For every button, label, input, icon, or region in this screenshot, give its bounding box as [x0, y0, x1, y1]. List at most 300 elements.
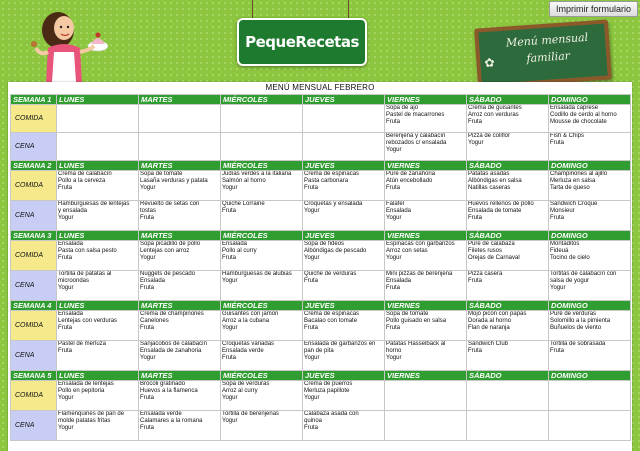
week-label: SEMANA 4 [11, 301, 57, 311]
week-header-row [11, 371, 631, 381]
comida-label: COMIDA [11, 171, 57, 201]
dish-line: Fruta [468, 278, 483, 284]
menu-cell [303, 133, 385, 161]
dish-line: tostas [140, 208, 157, 214]
menu-cell [467, 105, 549, 133]
dish-line: Fruta [222, 255, 237, 261]
week-header-row [11, 161, 631, 171]
cena-label: CENA [11, 271, 57, 301]
dish-line: Yogur [140, 255, 156, 261]
comida-row [11, 381, 631, 411]
menu-cell [385, 271, 467, 301]
menu-title: MENÚ MENSUAL FEBRERO [265, 83, 375, 92]
dish-line: Bacalao con tomate [304, 318, 358, 324]
dish-line: Arroz con verduras [468, 112, 519, 118]
menu-cell [139, 105, 221, 133]
menu-cell [549, 411, 631, 441]
dish-line: Ensalada verde [222, 348, 264, 354]
cena-row [11, 133, 631, 161]
dish-line: Revuelto de setas con [140, 201, 200, 207]
menu-cell [467, 411, 549, 441]
dish-line: Croquetas variadas [222, 341, 275, 347]
week-label: SEMANA 5 [11, 371, 57, 381]
dish-line: Hamburguesas de lentejas [58, 201, 130, 207]
dish-line: Fruta [386, 285, 401, 291]
dish-line: Yogur [58, 395, 74, 401]
dish-line: Fruta [140, 285, 155, 291]
day-header: LUNES [57, 95, 139, 105]
dish-line: Judías verdes a la italiana [222, 171, 292, 177]
dish-line: Yogur [386, 255, 402, 261]
chef-illustration [18, 0, 128, 82]
dish-line: Albóndigas en salsa [468, 178, 522, 184]
day-header: SÁBADO [467, 231, 549, 241]
menu-cell [385, 105, 467, 133]
dish-line: Guisantes con jamón [222, 311, 279, 317]
dish-line: Albóndigas de pescado [304, 248, 367, 254]
chalkboard-sign [474, 19, 612, 88]
week-header-row [11, 95, 631, 105]
comida-label: COMIDA [11, 381, 57, 411]
day-header: SÁBADO [467, 371, 549, 381]
menu-cell [57, 311, 139, 341]
day-header: VIERNES [385, 231, 467, 241]
menu-cell [303, 241, 385, 271]
day-header: DOMINGO [549, 95, 631, 105]
day-header: MARTES [139, 301, 221, 311]
dish-line: Yogur [222, 418, 238, 424]
dish-line: Pollo en pepitoria [58, 388, 105, 394]
dish-line: Sopa de tomate [140, 171, 183, 177]
dish-line: Ensalada [140, 278, 166, 284]
dish-line: horno [386, 348, 402, 354]
dish-line: Mini pizzas de berenjena [386, 271, 453, 277]
dish-line: Merluza papillote [304, 388, 350, 394]
cena-label: CENA [11, 341, 57, 371]
day-header: VIERNES [385, 161, 467, 171]
menu-cell [549, 201, 631, 231]
dish-line: Croquetas y ensalada [304, 201, 363, 207]
day-header: LUNES [57, 161, 139, 171]
menu-cell [221, 105, 303, 133]
dish-line: Ensalada [58, 241, 84, 247]
dish-line: molde patatas fritas [58, 418, 111, 424]
menu-cell [57, 411, 139, 441]
menu-cell [467, 311, 549, 341]
dish-line: Sopa de ajo [386, 105, 419, 111]
dish-line: Puré de calabaza [468, 241, 515, 247]
dish-line: Yogur [140, 185, 156, 191]
dish-line: Tarta de queso [550, 185, 590, 191]
dish-line: Canelones [140, 318, 169, 324]
day-header: JUEVES [303, 231, 385, 241]
menu-cell [139, 381, 221, 411]
menu-cell [467, 241, 549, 271]
comida-row [11, 171, 631, 201]
menu-cell [385, 381, 467, 411]
dish-line: Yogur [58, 285, 74, 291]
dish-line: Fruta [58, 185, 73, 191]
menu-cell [467, 381, 549, 411]
day-header: JUEVES [303, 301, 385, 311]
dish-line: Yogur [222, 325, 238, 331]
day-header: MARTES [139, 161, 221, 171]
menu-cell [139, 411, 221, 441]
menu-cell [139, 241, 221, 271]
dish-line: Yogur [550, 285, 566, 291]
dish-line: Calabaza asada con [304, 411, 359, 417]
dish-line: Fruta [58, 325, 73, 331]
day-header: SÁBADO [467, 161, 549, 171]
day-header: MIÉRCOLES [221, 95, 303, 105]
dish-line: Sopa de fideos [304, 241, 345, 247]
dish-line: y ensalada [58, 208, 88, 214]
day-header: JUEVES [303, 95, 385, 105]
menu-cell [139, 171, 221, 201]
dish-line: Fruta [140, 425, 155, 431]
dish-line: Yogur [386, 215, 402, 221]
menu-cell [549, 341, 631, 371]
menu-cell [303, 311, 385, 341]
day-header: VIERNES [385, 301, 467, 311]
day-header: MIÉRCOLES [221, 161, 303, 171]
dish-line: Crema de espinacas [304, 311, 360, 317]
dish-line: Lasaña verduras y patata [140, 178, 208, 184]
menu-cell [57, 341, 139, 371]
menu-cell [221, 241, 303, 271]
dish-line: Pastel de macarrones [386, 112, 445, 118]
day-header: MIÉRCOLES [221, 371, 303, 381]
dish-line: pan de pita [304, 348, 334, 354]
dish-line: Pasta con salsa pesto [58, 248, 117, 254]
dish-line: Sopa picadillo de pollo [140, 241, 201, 247]
dish-line: Mousse de chocolate [550, 119, 607, 125]
dish-line: Ensalada de tomate [468, 208, 522, 214]
dish-line: Puré de zanahoria [386, 171, 436, 177]
dish-line: Champiñones al ajillo [550, 171, 608, 177]
dish-line: Ensalada de garbanzos en [304, 341, 376, 347]
dish-line: Yogur [222, 395, 238, 401]
menu-cell [549, 105, 631, 133]
menu-cell [221, 341, 303, 371]
dish-line: Fruta [550, 348, 565, 354]
menu-cell [467, 133, 549, 161]
dish-line: Ensalada [58, 311, 84, 317]
dish-line: Buñuelos de viento [550, 325, 602, 331]
menu-cell [57, 381, 139, 411]
day-header: MIÉRCOLES [221, 231, 303, 241]
dish-line: Yogur [304, 395, 320, 401]
dish-line: Arroz a la cubana [222, 318, 270, 324]
menu-cell [467, 201, 549, 231]
day-header: DOMINGO [549, 161, 631, 171]
dish-line: Espinacas con garbanzos [386, 241, 455, 247]
menu-cell [303, 171, 385, 201]
menu-cell [221, 381, 303, 411]
comida-row [11, 311, 631, 341]
dish-line: Tortilla de sobrasada [550, 341, 606, 347]
menu-cell [221, 411, 303, 441]
menu-cell [385, 241, 467, 271]
dish-line: Fruta [140, 215, 155, 221]
dish-line: Tortilla de berenjenas [222, 411, 280, 417]
dish-line: Codillo de cerdo al horno [550, 112, 617, 118]
dish-line: quinoa [304, 418, 323, 424]
cena-label: CENA [11, 133, 57, 161]
dish-line: Crema de espinacas [304, 171, 360, 177]
dish-line: Fruta [468, 215, 483, 221]
dish-line: Huevos a la flamenca [140, 388, 198, 394]
dish-line: Pizza de coliflor [468, 133, 511, 139]
menu-cell [385, 133, 467, 161]
dish-line: Patatas asadas [468, 171, 510, 177]
dish-line: Tortilla de patatas al [58, 271, 112, 277]
menu-cell [385, 341, 467, 371]
dish-line: Crema de guisantes [468, 105, 522, 111]
menu-cell [139, 271, 221, 301]
dish-line: Sanjacobos de calabacín [140, 341, 208, 347]
dish-line: Fruta [304, 325, 319, 331]
week-label: SEMANA 2 [11, 161, 57, 171]
menu-cell [221, 311, 303, 341]
menu-cell [303, 381, 385, 411]
day-header: JUEVES [303, 371, 385, 381]
pequerecetas-logo [237, 18, 367, 66]
menu-cell [385, 311, 467, 341]
dish-line: Fruta [58, 348, 73, 354]
dish-line: Puré de verduras [550, 311, 597, 317]
dish-line: Tortitas de calabacín con [550, 271, 617, 277]
menu-cell [467, 171, 549, 201]
dish-line: Fruta [222, 208, 237, 214]
day-header: MARTES [139, 231, 221, 241]
dish-line: salsa de yogur [550, 278, 590, 284]
dish-line: Pollo a la cerveza [58, 178, 106, 184]
day-header: DOMINGO [549, 231, 631, 241]
chalkboard-line-2: familiar [526, 49, 571, 66]
week-header-row [11, 231, 631, 241]
flower-icon: ✿ [484, 55, 496, 71]
menu-table [10, 94, 631, 441]
dish-line: Yogur [222, 185, 238, 191]
dish-line: Yogur [386, 355, 402, 361]
dish-line: Monsieur [550, 208, 575, 214]
dish-line: Yogur [140, 355, 156, 361]
day-header: MARTES [139, 95, 221, 105]
menu-cell [303, 411, 385, 441]
dish-line: Yogur [468, 140, 484, 146]
dish-line: Hamburguesas de alubias [222, 271, 292, 277]
dish-line: Fruta [304, 425, 319, 431]
dish-line: Falafel [386, 201, 405, 207]
dish-line: Solomillo a la pimienta [550, 318, 611, 324]
menu-cell [57, 105, 139, 133]
dish-line: Merluza en salsa [550, 178, 596, 184]
menu-cell [139, 133, 221, 161]
comida-label: COMIDA [11, 311, 57, 341]
dish-line: Fish & Chips [550, 133, 585, 139]
cena-label: CENA [11, 201, 57, 231]
menu-cell [139, 311, 221, 341]
cena-label: CENA [11, 411, 57, 441]
dish-line: Filetes rusos [468, 248, 503, 254]
week-header-row [11, 301, 631, 311]
day-header: LUNES [57, 301, 139, 311]
day-header: VIERNES [385, 95, 467, 105]
dish-line: Fruta [140, 325, 155, 331]
dish-line: Calamares a la romana [140, 418, 203, 424]
menu-cell [57, 201, 139, 231]
dish-line: Yogur [304, 208, 320, 214]
menu-cell [303, 271, 385, 301]
day-header: LUNES [57, 371, 139, 381]
menu-cell [467, 271, 549, 301]
dish-line: Fruta [386, 185, 401, 191]
dish-line: Crema de puerros [304, 381, 353, 387]
day-header: DOMINGO [549, 371, 631, 381]
logo-string-right [348, 0, 349, 20]
chalkboard-line-1: Menú mensual [505, 30, 589, 50]
dish-line: Arroz al curry [222, 388, 258, 394]
dish-line: Dorada al horno [468, 318, 512, 324]
menu-cell [139, 201, 221, 231]
print-form-button[interactable]: Imprimir formulario [549, 1, 638, 17]
dish-line: Fideuá [550, 248, 569, 254]
menu-cell [303, 105, 385, 133]
menu-cell [221, 133, 303, 161]
dish-line: Nuggets de pescado [140, 271, 196, 277]
cena-row [11, 201, 631, 231]
comida-label: COMIDA [11, 241, 57, 271]
cena-row [11, 271, 631, 301]
menu-cell [303, 201, 385, 231]
comida-row [11, 241, 631, 271]
dish-line: Patatas Hasselback al [386, 341, 446, 347]
menu-cell [549, 241, 631, 271]
day-header: LUNES [57, 231, 139, 241]
dish-line: Natillas caseras [468, 185, 511, 191]
menu-cell [549, 171, 631, 201]
dish-line: Ensalada [222, 241, 248, 247]
dish-line: Yogur [58, 425, 74, 431]
menu-cell [221, 171, 303, 201]
dish-line: Arroz con setas [386, 248, 428, 254]
dish-line: Fruta [468, 348, 483, 354]
dish-line: Fruta [468, 119, 483, 125]
menu-cell [303, 341, 385, 371]
day-header: MIÉRCOLES [221, 301, 303, 311]
dish-line: Fruta [140, 395, 155, 401]
menu-cell [549, 381, 631, 411]
dish-line: Ensalada caprese [550, 105, 599, 111]
menu-cell [221, 271, 303, 301]
dish-line: Fruta [550, 215, 565, 221]
dish-line: Fruta [304, 185, 319, 191]
dish-line: Mojó picón con papas [468, 311, 527, 317]
menu-cell [385, 171, 467, 201]
menu-cell [57, 133, 139, 161]
dish-line: Atún encebollado [386, 178, 433, 184]
dish-line: Ensalada de zanahoria [140, 348, 202, 354]
menu-cell [57, 271, 139, 301]
dish-line: Sopa de tomate [386, 311, 429, 317]
dish-line: Yogur [304, 255, 320, 261]
menu-cell [139, 341, 221, 371]
dish-line: rebozados c/ ensalada [386, 140, 447, 146]
dish-line: Pasta carbonara [304, 178, 349, 184]
menu-cell [57, 241, 139, 271]
dish-line: Fruta [222, 355, 237, 361]
dish-line: Lentejas con verduras [58, 318, 118, 324]
menu-cell [57, 171, 139, 201]
dish-line: Huevos rellenos de pollo [468, 201, 534, 207]
day-header: SÁBADO [467, 95, 549, 105]
dish-line: Flan de naranja [468, 325, 510, 331]
logo-string-left [252, 0, 253, 20]
dish-line: Fruta [58, 255, 73, 261]
dish-line: Yogur [386, 147, 402, 153]
cena-row [11, 411, 631, 441]
dish-line: Yogur [304, 355, 320, 361]
dish-line: Lentejas con arroz [140, 248, 190, 254]
day-header: JUEVES [303, 161, 385, 171]
dish-line: Montaditos [550, 241, 580, 247]
week-label: SEMANA 3 [11, 231, 57, 241]
day-header: DOMINGO [549, 301, 631, 311]
dish-line: Fruta [386, 325, 401, 331]
dish-line: Berenjena y calabacín [386, 133, 446, 139]
dish-line: Pollo al curry [222, 248, 257, 254]
dish-line: Pizza casera [468, 271, 503, 277]
dish-line: Orejas de Carnaval [468, 255, 520, 261]
page-header [0, 0, 640, 82]
menu-cell [549, 311, 631, 341]
dish-line: Sándwich Club [468, 341, 509, 347]
menu-cell [385, 411, 467, 441]
dish-line: microondas [58, 278, 90, 284]
menu-cell [221, 201, 303, 231]
menu-cell [549, 133, 631, 161]
dish-line: Quiche Lorraine [222, 201, 265, 207]
menu-cell [549, 271, 631, 301]
dish-line: Fruta [304, 278, 319, 284]
dish-line: Pollo guisado en salsa [386, 318, 447, 324]
dish-line: Pastel de merluza [58, 341, 107, 347]
menu-cell [385, 201, 467, 231]
dish-line: Sándwich Croque [550, 201, 598, 207]
dish-line: Fruta [386, 119, 401, 125]
dish-line: Sopa de verduras [222, 381, 270, 387]
dish-line: Quiche de verduras [304, 271, 357, 277]
dish-line: Yogur [222, 278, 238, 284]
logo-text: PequeRecetas [245, 33, 359, 51]
dish-line: Flamenquines de pan de [58, 411, 125, 417]
dish-line: Tocino de cielo [550, 255, 590, 261]
dish-line: Salmón al horno [222, 178, 266, 184]
dish-line: Ensalada de lentejas [58, 381, 114, 387]
cena-row [11, 341, 631, 371]
dish-line: Fruta [550, 140, 565, 146]
comida-label: COMIDA [11, 105, 57, 133]
menu-sheet [8, 82, 632, 451]
dish-line: Crema de champiñones [140, 311, 204, 317]
dish-line: Ensalada [386, 208, 412, 214]
dish-line: Ensalada verde [140, 411, 182, 417]
week-label: SEMANA 1 [11, 95, 57, 105]
comida-row [11, 105, 631, 133]
day-header: MARTES [139, 371, 221, 381]
dish-line: Brócoli gratinado [140, 381, 186, 387]
